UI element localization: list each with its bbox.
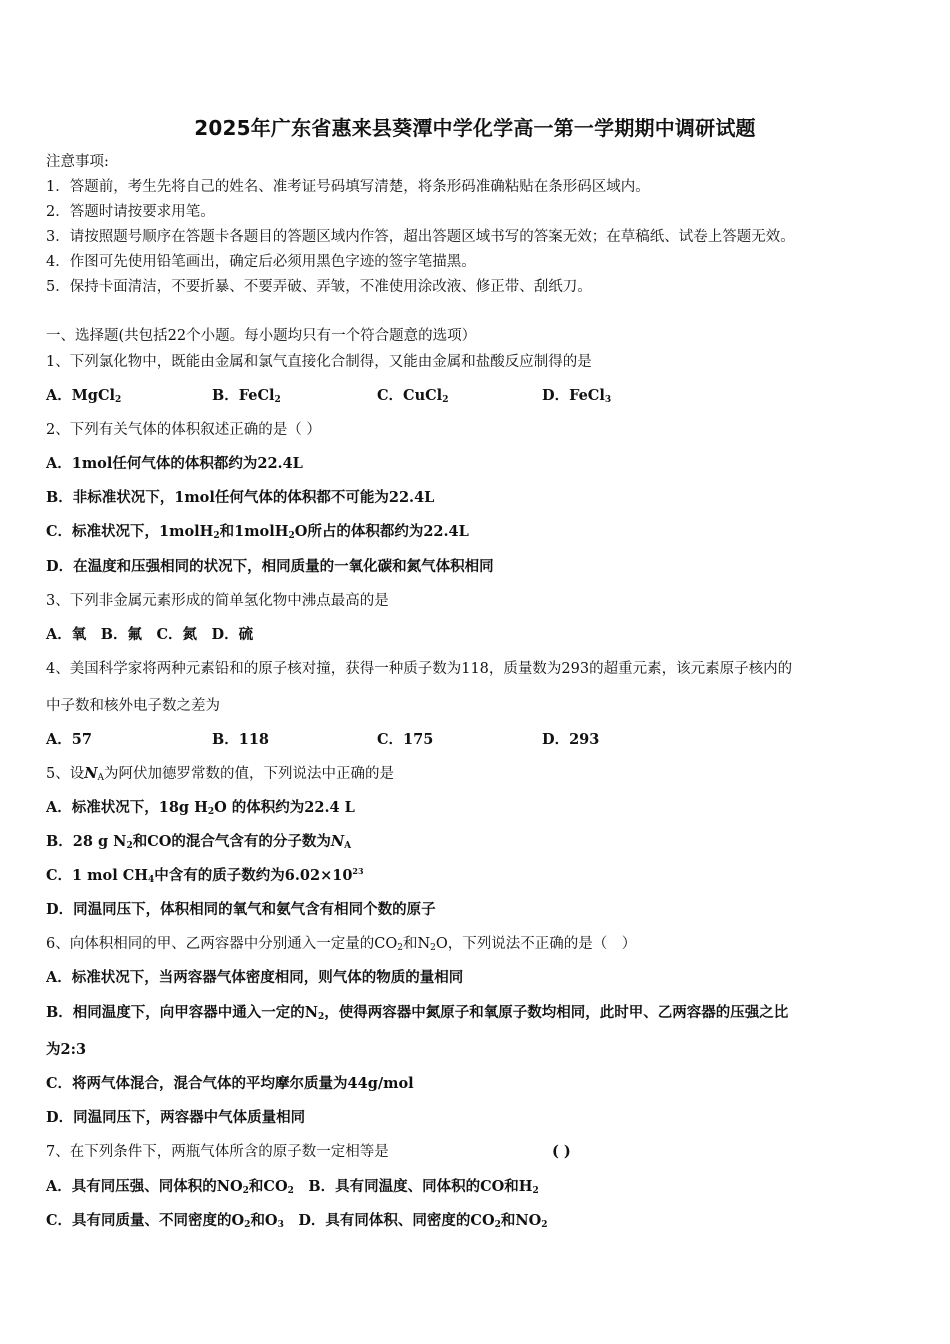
- q3-stem: 3、下列非金属元素形成的简单氢化物中沸点最高的是: [46, 593, 389, 609]
- q6-stem: 6、向体积相同的甲、乙两容器中分别通入一定量的$CO_2$和$N_2O$，下列说法不正确的是（ ）: [46, 936, 637, 953]
- q3-options: A．氧 B．氟 C．氮 D．硫: [46, 626, 254, 643]
- q1-option-b: B．FeCl$_2$: [212, 387, 281, 405]
- q4-option-a: A．57: [46, 731, 92, 748]
- q4-option-c: C．175: [377, 731, 434, 748]
- notice-item-2: 2．答题时请按要求用笔。: [46, 204, 215, 220]
- q5-option-c: C．1 mol $CH_4$中含有的质子数约为$6.02\times 10^{23}$: [46, 866, 364, 885]
- notice-item-5: 5．保持卡面清洁，不要折暴、不要弄破、弄皱，不准使用涂改液、修正带、刮纸刀。: [46, 279, 592, 295]
- q2-option-c: C．标准状况下，1molH$_2$和1molH$_2$O所占的体积都约为22.4L: [46, 523, 469, 541]
- notice-heading: 注意事项:: [46, 154, 109, 170]
- q7-options-cd: C．具有同质量、不同密度的$O_2$和$O_3$ D．具有同体积、同密度的$CO_2$和$NO_2$: [46, 1212, 548, 1230]
- q4-option-b: B．118: [212, 731, 270, 748]
- q7-answer-paren: ( ): [552, 1143, 571, 1160]
- q2-option-d: D．在温度和压强相同的状况下，相同质量的一氧化碳和氮气体积相同: [46, 558, 494, 575]
- q4-stem-line-1: 4、美国科学家将两种元素铅和的原子核对撞，获得一种质子数为118，质量数为293的超重元素，该元素原子核内的: [46, 661, 793, 677]
- q4-stem-line-2: 中子数和核外电子数之差为: [46, 698, 220, 714]
- q6-option-c: C．将两气体混合，混合气体的平均摩尔质量为44g/mol: [46, 1075, 414, 1092]
- q5-stem: 5、设$N_A$为阿伏加德罗常数的值，下列说法中正确的是: [46, 765, 394, 783]
- notice-item-1: 1．答题前，考生先将自己的姓名、准考证号码填写清楚，将条形码准确粘贴在条形码区域内。: [46, 179, 650, 195]
- q5-option-d: D．同温同压下，体积相同的氧气和氨气含有相同个数的原子: [46, 901, 436, 918]
- q6-option-b-cont: 为2:3: [46, 1041, 87, 1058]
- q6-option-a: A．标准状况下，当两容器气体密度相同，则气体的物质的量相同: [46, 969, 464, 986]
- q2-stem: 2、下列有关气体的体积叙述正确的是（ ）: [46, 422, 321, 438]
- q2-option-b: B．非标准状况下，1mol任何气体的体积都不可能为22.4L: [46, 489, 435, 506]
- q1-option-c: C．CuCl$_2$: [377, 387, 449, 405]
- q7-stem: 7、在下列条件下，两瓶气体所含的原子数一定相等是: [46, 1144, 389, 1160]
- q5-option-a: A．标准状况下，18g $H_2O$ 的体积约为22.4 L: [46, 799, 355, 817]
- page-title: 2025年广东省惠来县葵潭中学化学高一第一学期期中调研试题: [194, 116, 756, 140]
- q5-option-b: B．28 g $N_2$和CO的混合气含有的分子数为$N_A$: [46, 833, 352, 851]
- q1-option-d: D．FeCl$_3$: [542, 387, 612, 405]
- notice-item-3: 3．请按照题号顺序在答题卡各题目的答题区域内作答，超出答题区域书写的答案无效；在草稿纸、试卷上答题无效。: [46, 229, 795, 245]
- q1-option-a: A．MgCl$_2$: [46, 387, 122, 405]
- q7-options-ab: A．具有同压强、同体积的$NO_2$和$CO_2$ B．具有同温度、同体积的CO和$H_2$: [46, 1178, 539, 1196]
- q6-option-d: D．同温同压下，两容器中气体质量相同: [46, 1109, 306, 1126]
- notice-item-4: 4．作图可先使用铅笔画出，确定后必须用黑色字迹的签字笔描黑。: [46, 254, 476, 270]
- section-heading: 一、选择题(共包括22个小题。每小题均只有一个符合题意的选项）: [46, 328, 477, 344]
- q6-option-b: B．相同温度下，向甲容器中通入一定的$N_2$，使得两容器中氮原子和氧原子数均相同，此时甲、乙两容器的压强之比: [46, 1004, 789, 1022]
- q1-stem: 1、下列氯化物中，既能由金属和氯气直接化合制得，又能由金属和盐酸反应制得的是: [46, 354, 592, 370]
- q2-option-a: A．1mol任何气体的体积都约为22.4L: [46, 455, 303, 472]
- q4-option-d: D．293: [542, 731, 600, 748]
